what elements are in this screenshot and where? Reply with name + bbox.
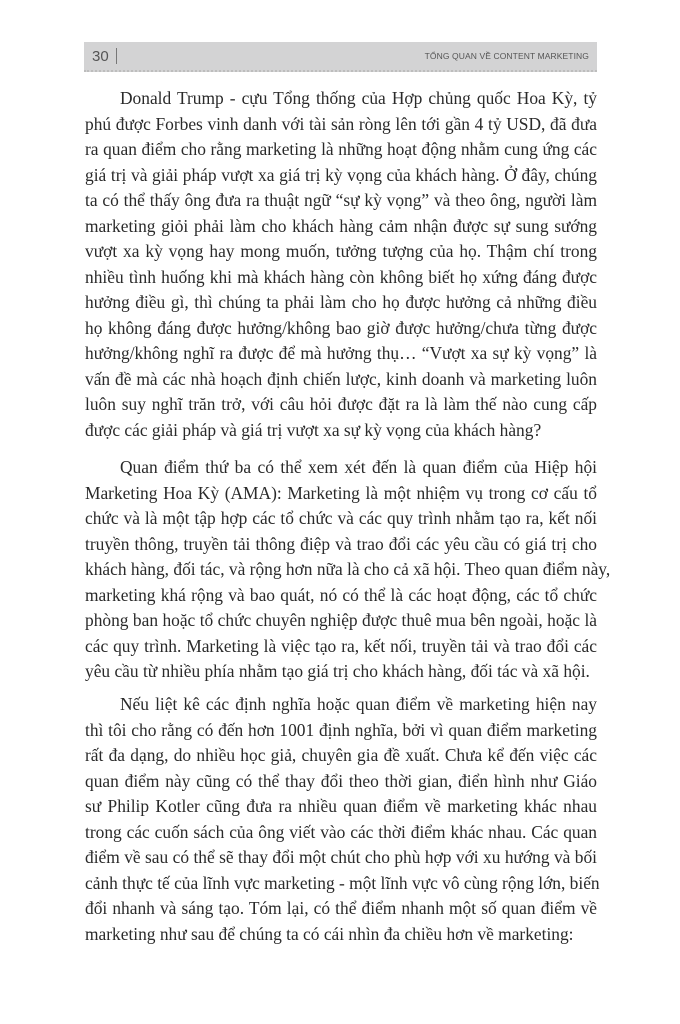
- text-line: cảnh thực tế của lĩnh vực marketing - một lĩnh vực vô cùng rộng lớn, biến: [85, 872, 600, 893]
- text-line: được các giải pháp và giá trị vượt xa sự kỳ vọng của khách hàng?: [85, 419, 542, 440]
- running-title: TỔNG QUAN VỀ CONTENT MARKETING: [424, 51, 589, 61]
- text-line: hưởng điều gì, thì chúng ta phải làm cho họ được hưởng cả những điều: [85, 292, 597, 312]
- text-line: vượt xa kỳ vọng hay mong muốn, tưởng tượng của họ. Thậm chí trong: [85, 241, 597, 261]
- text-line: rất đa dạng, do nhiều học giả, chuyên gia đề xuất. Chưa kể đến việc các: [85, 745, 597, 765]
- text-line: khách hàng, đối tác, và rộng hơn nữa là cho cả xã hội. Theo quan điểm này,: [85, 559, 611, 579]
- text-line: vấn đề mà các nhà hoạch định chiến lược, kinh doanh và marketing luôn: [85, 368, 597, 389]
- text-line: hưởng/không nghĩ ra được để mà hưởng thụ… “Vượt xa sự kỳ vọng” là: [85, 343, 597, 363]
- text-line: Quan điểm thứ ba có thể xem xét đến là quan điểm của Hiệp hội: [120, 457, 597, 477]
- paragraph-many-definitions: [85, 692, 600, 947]
- text-line: điểm về sau có thể sẽ thay đổi một chút cho phù hợp với xu hướng và bối: [85, 847, 597, 867]
- text-line: Donald Trump - cựu Tổng thống của Hợp chủng quốc Hoa Kỳ, tỷ: [120, 88, 597, 108]
- text-line: ta có thể thấy ông đưa ra thuật ngữ “sự kỳ vọng” và theo ông, người làm: [85, 190, 597, 210]
- text-line: luôn suy nghĩ trăn trở, với câu hỏi được đặt ra là làm thế nào cung cấp: [85, 394, 597, 414]
- text-line: sư Philip Kotler cũng đưa ra nhiều quan điểm về marketing khác nhau: [85, 796, 597, 816]
- text-line: ra quan điểm cho rằng marketing là những hoạt động nhằm cung ứng các: [85, 139, 597, 159]
- text-line: đổi nhanh và sáng tạo. Tóm lại, có thể điểm nhanh một số quan điểm về: [85, 898, 597, 918]
- text-line: trong các cuốn sách của ông viết vào các thời điểm khác nhau. Các quan: [85, 821, 597, 842]
- text-line: giá trị và giải pháp vượt xa giá trị kỳ vọng của khách hàng. Ở đây, chúng: [85, 164, 597, 185]
- text-line: marketing như sau để chúng ta có cái nhìn đa chiều hơn về marketing:: [85, 923, 574, 944]
- text-line: quan điểm này cũng có thể thay đổi theo thời gian, điển hình như Giáo: [85, 770, 597, 791]
- text-line: marketing khá rộng và bao quát, nó có thể là các hoạt động, các tổ chức: [85, 584, 597, 605]
- text-line: họ không đáng được hưởng/không bao giờ được hưởng/chưa từng được: [85, 317, 597, 338]
- text-line: thì tôi cho rằng có đến hơn 1001 định nghĩa, bởi vì quan điểm marketing: [85, 719, 597, 740]
- text-line: phòng ban hoặc tổ chức chuyên nghiệp được thuê mua bên ngoài, hoặc là: [85, 610, 597, 630]
- page-number: 30: [92, 48, 109, 65]
- text-line: các quy trình. Marketing là việc tạo ra, kết nối, truyền tải và trao đổi các: [85, 635, 597, 656]
- text-line: chức và là một tập hợp các tổ chức và các quy trình nhằm tạo ra, kết nối: [85, 508, 597, 528]
- text-line: phú được Forbes vinh danh với tài sản ròng lên tới gần 4 tỷ USD, đã đưa: [85, 113, 597, 134]
- text-line: nhiều tình huống khi mà khách hàng còn không biết họ xứng đáng được: [85, 266, 597, 287]
- text-line: truyền thông, truyền tải thông điệp và trao đổi các yêu cầu có giá trị cho: [85, 533, 597, 554]
- text-line: Marketing Hoa Kỳ (AMA): Marketing là một nhiệm vụ trong cơ cấu tổ: [85, 482, 597, 503]
- paragraph-trump-definition: [85, 86, 597, 443]
- header-divider: [116, 48, 117, 64]
- text-line: Nếu liệt kê các định nghĩa hoặc quan điểm về marketing hiện nay: [120, 694, 597, 714]
- running-header: [84, 42, 597, 72]
- text-line: yêu cầu từ nhiều phía nhằm tạo giá trị cho khách hàng, đối tác và xã hội.: [85, 661, 590, 681]
- paragraph-ama-definition: [85, 455, 611, 685]
- text-line: marketing giỏi phải làm cho khách hàng cảm nhận được sự sung sướng: [85, 215, 597, 236]
